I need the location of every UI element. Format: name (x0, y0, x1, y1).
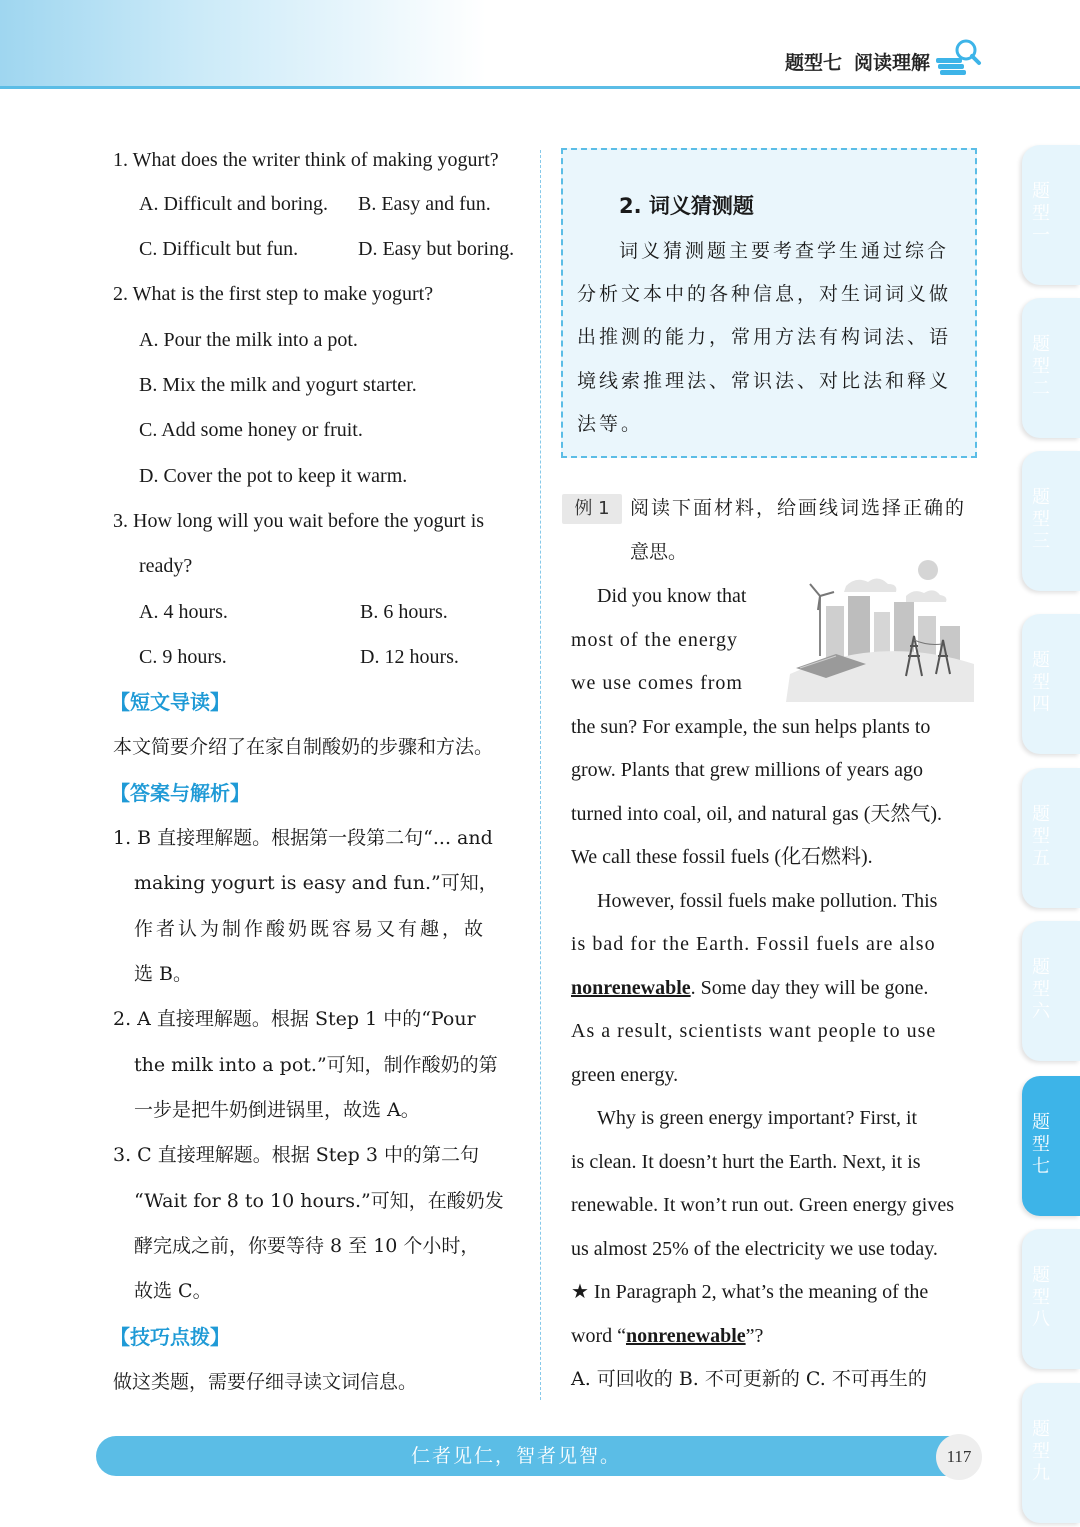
green-energy-illustration (786, 556, 978, 702)
header-rule (0, 86, 1080, 89)
tab-8[interactable] (1022, 1229, 1080, 1369)
passage-text: . Some day they will be gone. (690, 977, 929, 999)
q1-option-a: A. Difficult and boring. (139, 193, 329, 215)
info-box-line: 出推测的能力，常用方法有构词法、语 (577, 326, 952, 348)
tab-7-active[interactable] (1022, 1076, 1080, 1216)
tab-9[interactable] (1022, 1383, 1080, 1523)
heading-tips: 【技巧点拨】 (110, 1325, 230, 1349)
passage-p1-line: We call these fossil fuels (化石燃料). (571, 846, 873, 868)
question-2: 2. What is the first step to make yogurt? (113, 283, 434, 305)
passage-p2-line: However, fossil fuels make pollution. This (597, 890, 938, 912)
footer-motto: 仁者见仁，智者见智。 (410, 1445, 621, 1467)
tab-2[interactable] (1022, 298, 1080, 438)
tab-label: 题型七 (1032, 1112, 1050, 1177)
answer-3: 3. C 直接理解题。根据 Step 3 中的第二句 (113, 1144, 480, 1166)
q3-option-b: B. 6 hours. (360, 601, 448, 623)
answer-1-line2: making yogurt is easy and fun.”可知， (134, 872, 498, 894)
passage-p1-line: Did you know that (597, 585, 747, 607)
header-section: 题型七 (784, 52, 842, 74)
answer-3-line3: 酵完成之前，你要等待 8 至 10 个小时， (134, 1235, 480, 1257)
passage-p1-line: turned into coal, oil, and natural gas (天然气). (571, 803, 943, 825)
q1-option-c: C. Difficult but fun. (139, 238, 299, 260)
example-instruction-cont: 意思。 (630, 541, 688, 563)
magnifier-books-icon (936, 38, 982, 80)
intro-text: 本文简要介绍了在家自制酸奶的步骤和方法。 (113, 736, 494, 758)
answer-2-line2: the milk into a pot.”可知，制作酸奶的第 (134, 1054, 498, 1076)
answer-2-line3: 一步是把牛奶倒进锅里，故选 A。 (134, 1099, 420, 1121)
passage-p2-line: is bad for the Earth. Fossil fuels are also (571, 933, 936, 955)
answer-1-line3: 作者认为制作酸奶既容易又有趣，故 (134, 918, 487, 940)
underlined-word: nonrenewable (625, 1325, 746, 1347)
passage-p1-line: grow. Plants that grew millions of years ago (571, 759, 923, 781)
example-badge: 例 1 (562, 494, 622, 524)
header-section-title: 阅读理解 (853, 52, 930, 74)
q2-option-b: B. Mix the milk and yogurt starter. (139, 374, 417, 396)
heading-intro: 【短文导读】 (110, 690, 230, 714)
tab-label: 题型八 (1032, 1265, 1050, 1330)
q2-option-c: C. Add some honey or fruit. (139, 419, 363, 441)
answer-2: 2. A 直接理解题。根据 Step 1 中的“Pour (113, 1008, 476, 1030)
tab-label: 题型九 (1032, 1419, 1050, 1484)
passage-p2-line: green energy. (571, 1064, 679, 1086)
example-question: ★ In Paragraph 2, what’s the meaning of the (571, 1281, 929, 1303)
tab-label: 题型六 (1032, 957, 1050, 1022)
info-box-title: 2. 词义猜测题 (619, 194, 754, 218)
question-3: 3. How long will you wait before the yogurt is (113, 510, 485, 532)
passage-p1-line: the sun? For example, the sun helps plants to (571, 716, 931, 738)
tab-3[interactable] (1022, 451, 1080, 591)
tab-label: 题型三 (1032, 487, 1050, 552)
tab-4[interactable] (1022, 614, 1080, 754)
page-number: 117 (936, 1434, 982, 1480)
question-3-cont: ready? (139, 555, 193, 577)
header-title (773, 48, 930, 75)
passage-p3-line: is clean. It doesn’t hurt the Earth. Next, it is (571, 1151, 921, 1173)
passage-p2-line-underlined (571, 966, 928, 1010)
info-box-line: 境线索推理法、常识法、对比法和释义 (577, 370, 952, 392)
answer-1-line4: 选 B。 (134, 963, 193, 985)
question-1: 1. What does the writer think of making yogurt? (113, 149, 499, 171)
heading-answers: 【答案与解析】 (110, 781, 250, 805)
passage-p2-line: As a result, scientists want people to use (571, 1020, 937, 1042)
tab-label: 题型四 (1032, 650, 1050, 715)
tab-6[interactable] (1022, 921, 1080, 1061)
answer-3-line4: 故选 C。 (134, 1280, 212, 1302)
tab-5[interactable] (1022, 768, 1080, 908)
question-text: word “ (571, 1325, 626, 1347)
passage-p3-line: renewable. It won’t run out. Green energy gives (571, 1194, 955, 1216)
passage-p3-line: us almost 25% of the electricity we use today. (571, 1238, 938, 1260)
answer-3-line2: “Wait for 8 to 10 hours.”可知，在酸奶发 (134, 1190, 504, 1212)
info-box-line: 词义猜测题主要考查学生通过综合 (619, 240, 950, 262)
tab-label: 题型一 (1032, 181, 1050, 246)
q1-option-b: B. Easy and fun. (358, 193, 491, 215)
underlined-word: nonrenewable (571, 977, 691, 999)
info-box-line: 法等。 (577, 413, 644, 435)
q1-option-d: D. Easy but boring. (358, 238, 515, 260)
question-text: ”? (745, 1325, 764, 1347)
q3-option-a: A. 4 hours. (139, 601, 228, 623)
info-box (561, 148, 977, 458)
tab-label: 题型二 (1032, 334, 1050, 399)
q2-option-a: A. Pour the milk into a pot. (139, 329, 358, 351)
example-options: A. 可回收的 B. 不可更新的 C. 不可再生的 (571, 1368, 927, 1390)
tip-text: 做这类题，需要仔细寻读文词信息。 (113, 1371, 418, 1393)
q2-option-d: D. Cover the pot to keep it warm. (139, 465, 408, 487)
column-divider (540, 150, 541, 1400)
passage-p3-line: Why is green energy important? First, it (597, 1107, 918, 1129)
info-box-line: 分析文本中的各种信息，对生词词义做 (577, 283, 952, 305)
q3-option-c: C. 9 hours. (139, 646, 227, 668)
footer-bar (96, 1436, 976, 1476)
tab-1[interactable] (1022, 145, 1080, 285)
example-question-cont (571, 1314, 763, 1358)
example-instruction: 阅读下面材料，给画线词选择正确的 (630, 497, 967, 519)
tab-label: 题型五 (1032, 804, 1050, 869)
answer-1: 1. B 直接理解题。根据第一段第二句“... and (113, 827, 493, 849)
passage-p1-line: most of the energy (571, 629, 739, 651)
passage-p1-line: we use comes from (571, 672, 743, 694)
q3-option-d: D. 12 hours. (360, 646, 459, 668)
